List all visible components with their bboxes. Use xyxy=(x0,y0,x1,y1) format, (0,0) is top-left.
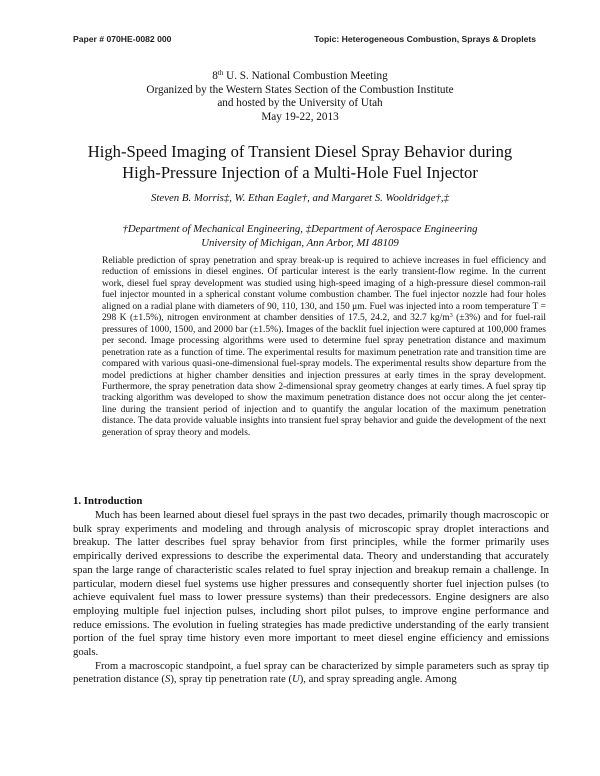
abstract-superscript: 3 xyxy=(449,313,453,320)
intro-paragraph-1: Much has been learned about diesel fuel sprays in the past two decades, primarily though macroscopic or bulk spray experiments and modeling and through analysis of microscopic spray droplet interactions and breakup. The latter describes fuel spray behavior from first principles, while the former primarily uses empirically derived expressions to describe the experimental data. Theory and understanding that accurately span the large range of characteristic scales related to fuel spray injection and breakup remain a challenge. In particular, modern diesel fuel systems use higher pressures and consequently shorter fuel injection pulses (to achieve equivalent fuel mass to lower pressure systems) than their predecessors. Engine designers are also employing multiple fuel injection pulses, including short pilot pulses, to improve engine performance and reduce emissions. The evolution in fueling strategies has made predictive understanding of the early transient portion of the fuel spray time history even more important to meet diesel engine efficiency and emissions goals. xyxy=(73,509,549,659)
intro-p2-text-1: From a macroscopic standpoint, a fuel spray can be characterized by simple parameters such as spray tip penetration distance ( xyxy=(73,659,549,686)
title-line-2: High-Pressure Injection of a Multi-Hole Fuel Injector xyxy=(122,162,478,182)
affiliation-departments: †Department of Mechanical Engineering, ‡Department of Aerospace Engineering xyxy=(122,223,478,235)
paper-topic: Topic: Heterogeneous Combustion, Sprays & Droplets xyxy=(314,34,536,44)
meeting-ordinal: 8 xyxy=(212,70,218,82)
meeting-info xyxy=(0,70,600,124)
intro-p2-var-u: U xyxy=(292,673,300,686)
meeting-ordinal-suffix: th xyxy=(217,69,224,77)
meeting-line-1 xyxy=(0,70,600,84)
paper-id: Paper # 070HE-0082 000 xyxy=(73,34,172,44)
affiliations xyxy=(0,223,600,250)
meeting-dates: May 19-22, 2013 xyxy=(261,110,339,123)
introduction-body xyxy=(73,509,549,687)
abstract-text-1: Reliable prediction of spray penetration and spray break-up is required to achieve increases in fuel efficiency and reduction of emissions in diesel engines. Of particular interest is the early transient-flow regime. In the current work, diesel fuel spray development was studied using high-speed imaging of a high-pressure diesel common-rail fuel injector mounted in a spherical constant volume combustion chamber. The fuel injector nozzle had four holes aligned on a radial plane with diameters of 90, 110, 130, and 150 μm. Fuel was injected into a room temperature T = 298 K (±1.5%), nitrogen environment at chamber densities of 17.5, 24.2, and 32.7 kg/m xyxy=(102,256,546,324)
authors: Steven B. Morris‡, W. Ethan Eagle†, and Margaret S. Wooldridge†,‡ xyxy=(151,192,449,204)
abstract xyxy=(102,256,546,439)
section-heading-introduction: 1. Introduction xyxy=(73,495,143,507)
affiliation-university: University of Michigan, Ann Arbor, MI 48109 xyxy=(201,236,399,249)
intro-p2-text-2: ), spray tip penetration rate ( xyxy=(170,673,293,686)
title-line-1: High-Speed Imaging of Transient Diesel Spray Behavior during xyxy=(87,142,513,161)
paper-title xyxy=(0,142,600,183)
abstract-text-2: (±3%) and for fuel-rail pressures of 1000, 1500, and 2000 bar (±1.5%). Images of the backlit fuel injection were captured at 100,000 frames per second. Image processing algorithms were used to determine fuel spray penetration distance and maximum penetration rate as a function of time. The experimental results for maximum penetration rate and transition time are compared with various quasi-one-dimensional fuel-spray models. The experimental results show departure from the model predictions at higher chamber densities and injection pressures at early times in the spray development. Furthermore, the spray penetration data show 2-dimensional spray geometry changes at early times. A fuel spray tip tracking algorithm was developed to show the maximum penetration distance does not occur along the jet center-line during the transient period of injection and to quantify the angular location of the maximum penetration distance. The data provide valuable insights into transient fuel spray behavior and guide the development of the next generation of spray theory and models. xyxy=(102,313,547,438)
intro-p2-text-3: ), and spray spreading angle. Among xyxy=(299,673,457,686)
meeting-name: U. S. National Combustion Meeting xyxy=(223,70,388,82)
meeting-organizer: Organized by the Western States Section of the Combustion Institute xyxy=(146,83,454,96)
meeting-host: and hosted by the University of Utah xyxy=(217,97,383,109)
intro-paragraph-2 xyxy=(73,660,549,687)
intro-p2-var-s: S xyxy=(165,673,171,686)
